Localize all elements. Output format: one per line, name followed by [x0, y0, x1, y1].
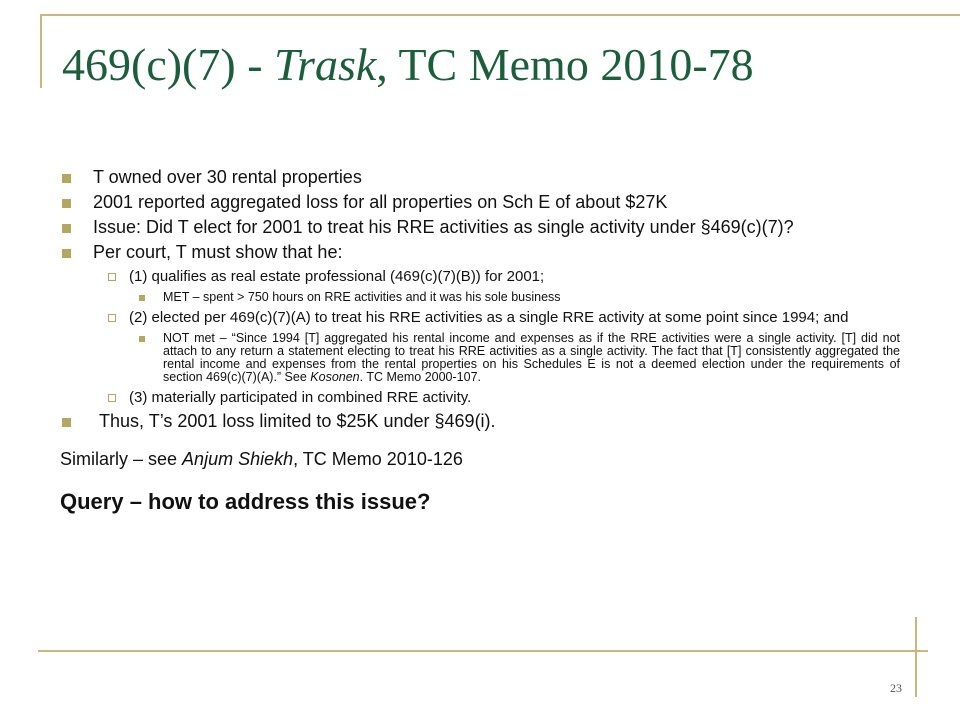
sub-bullet-participated: (3) materially participated in combined RRE activity.	[60, 389, 900, 406]
detail-citation: . TC Memo 2000-107.	[359, 370, 481, 384]
bullet-reported-loss: 2001 reported aggregated loss for all properties on Sch E of about $27K	[60, 193, 900, 212]
bullet-rental-properties: T owned over 30 rental properties	[60, 168, 900, 187]
slide-title	[62, 38, 754, 91]
frame-bottom-line	[38, 650, 928, 652]
similarly-pre: Similarly – see	[60, 449, 183, 469]
page-number: 23	[890, 681, 902, 695]
bullet-issue: Issue: Did T elect for 2001 to treat his RRE activities as single activity under §469(c)(7)?	[60, 218, 900, 237]
detail-met: MET – spent > 750 hours on RRE activities and it was his sole business	[60, 291, 900, 304]
similarly-line	[60, 449, 900, 469]
detail-not-met-text: NOT met – “Since 1994 [T] aggregated his rental income and expenses as if the RRE activities were a single activity. [T] did not attach to any return a statement electing to treat his RRE activities as a single activity. The fact that [T] consistently aggregated the rental income and expenses from the rental properties on his Schedules E is not a deemed election under the requirements of section 469(c)(7)(A).” See	[163, 331, 900, 384]
similarly-post: , TC Memo 2010-126	[293, 449, 463, 469]
query-line: Query – how to address this issue?	[60, 489, 431, 514]
bullet-per-court: Per court, T must show that he:	[60, 243, 900, 262]
detail-case-name: Kosonen	[310, 370, 360, 384]
frame-right-line	[915, 617, 917, 697]
sub-bullet-elected: (2) elected per 469(c)(7)(A) to treat his RRE activities as a single RRE activity at some point since 1994; and	[60, 309, 900, 326]
title-part1: 469(c)(7) -	[62, 39, 275, 90]
title-part2: , TC Memo 2010-78	[376, 39, 754, 90]
sub-bullet-qualifies: (1) qualifies as real estate professional (469(c)(7)(B)) for 2001;	[60, 268, 900, 285]
frame-top-line	[40, 14, 960, 16]
title-case-name: Trask	[274, 39, 377, 90]
detail-not-met	[60, 332, 900, 384]
frame-left-line	[40, 14, 42, 88]
bullet-conclusion: Thus, T’s 2001 loss limited to $25K under §469(i).	[60, 412, 900, 431]
similarly-case-name: Anjum Shiekh	[182, 449, 294, 469]
slide-content	[60, 168, 900, 515]
